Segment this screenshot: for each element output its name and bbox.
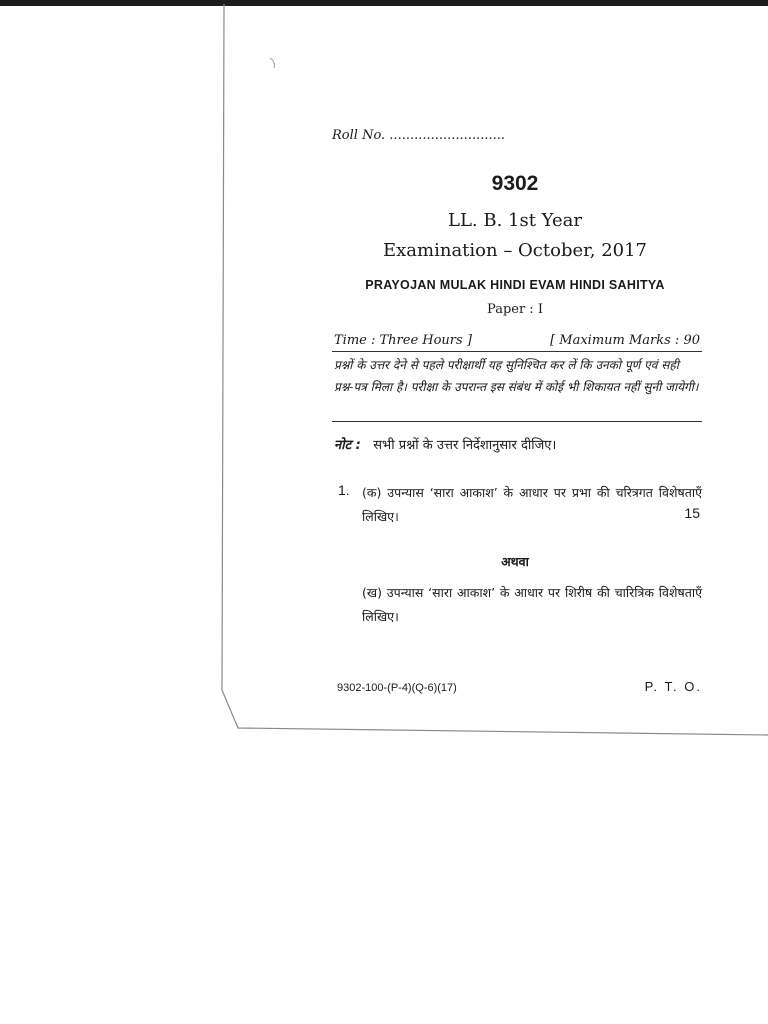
note-line xyxy=(334,435,556,453)
question-1a-marks: 15 xyxy=(684,505,700,521)
divider-top xyxy=(332,351,702,352)
paper-code-heading: 9302 xyxy=(491,172,539,195)
subject-title: PRAYOJAN MULAK HINDI EVAM HINDI SAHITYA xyxy=(365,278,665,292)
note-label: नोट : xyxy=(334,438,361,453)
scan-top-border xyxy=(0,0,768,6)
note-text: सभी प्रश्नों के उत्तर निर्देशानुसार दीजिए। xyxy=(373,438,557,453)
maximum-marks: [ Maximum Marks : 90 xyxy=(550,333,700,348)
course-title: LL. B. 1st Year xyxy=(448,210,582,231)
paper-number: Paper : I xyxy=(487,302,543,317)
roll-number-label: Roll No. ............................ xyxy=(332,128,506,143)
footer-code: 9302-100-(P-4)(Q-6)(17) xyxy=(337,682,457,694)
pto-label: P. T. O. xyxy=(644,679,702,694)
examination-title: Examination – October, 2017 xyxy=(383,240,647,261)
question-1b: (ख) उपन्यास ‘सारा आकाश’ के आधार पर शिरीष की चारित्रिक विशेषताएँ लिखिए। xyxy=(362,585,702,624)
divider-bottom xyxy=(332,421,702,422)
question-1a: (क) उपन्यास ‘सारा आकाश’ के आधार पर प्रभा की चरित्रगत विशेषताएँ लिखिए। xyxy=(362,485,702,524)
or-label: अथवा xyxy=(501,554,529,569)
time-allowed: Time : Three Hours ] xyxy=(334,333,472,348)
instructions-text: प्रश्नों के उत्तर देने से पहले परीक्षार्थी यह सुनिश्चित कर लें कि उनको पूर्ण एवं सही प्रश्न-पत्र मिला है। परीक्षा के उपरान्त इस संबंध में कोई भी शिकायत नहीं सुनी जायेगी। xyxy=(334,358,699,394)
question-number: 1. xyxy=(338,482,350,498)
